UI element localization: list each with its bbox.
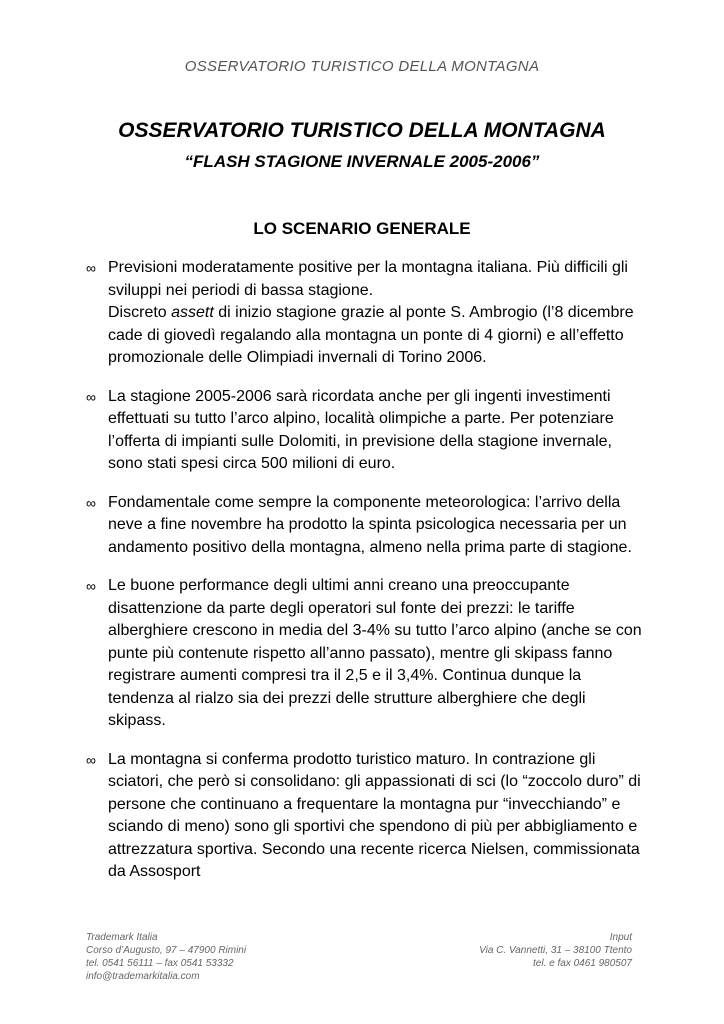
bullet-item (86, 575, 646, 733)
italic-term: assett (171, 304, 214, 321)
bullet-item (86, 386, 646, 476)
footer-email: info@trademarkitalia.com (86, 971, 200, 982)
bullet-item (86, 749, 646, 884)
infinity-bullet-icon: ∞ (86, 388, 96, 405)
bullet-paragraph: La stagione 2005-2006 sarà ricordata anche per gli ingenti investimenti effettuati su tutto l’arco alpino, località olimpiche a parte. Per potenziare l’offerta di impianti sulle Dolomiti, in previsione della stagione invernale, sono stati spesi circa 500 milioni di euro. (108, 387, 614, 472)
document-title: OSSERVATORIO TURISTICO DELLA MONTAGNA (118, 119, 606, 142)
footer-phone: tel. e fax 0461 980507 (533, 958, 632, 969)
footer-left-contact (86, 931, 246, 983)
bullet-text (108, 749, 646, 884)
infinity-bullet-icon: ∞ (86, 578, 96, 594)
bullet-text (108, 492, 646, 560)
infinity-bullet-icon: ∞ (86, 494, 96, 511)
bullet-paragraph: Fondamentale come sempre la componente meteorologica: l’arrivo della neve a fine novembre ha prodotto la spinta psicologica necessaria per un andamento positivo della montagna, almeno nella prima parte di stagione. (108, 493, 632, 556)
footer-address: Corso d’Augusto, 97 – 47900 Rimini (86, 945, 247, 956)
bullet-item (86, 257, 646, 370)
bullet-paragraph: Le buone performance degli ultimi anni creano una preoccupante disattenzione da parte degli operatori sul fonte dei prezzi: le tariffe alberghiere crescono in media del 3-4% su tutto l’arco alpino (anche se con punte più contenute rispetto all’anno passato), mentre gli skipass fanno registrare aumenti compresi tra il 2,5 e il 3,4%. Continua dunque la tendenza al rialzo sia dei prezzi delle strutture alberghiere che degli skipass. (108, 577, 642, 729)
footer-company: Input (609, 932, 632, 943)
text-run: di inizio stagione grazie al ponte S. Ambrogio (l’8 dicembre cade di giovedì regalando alla montagna un ponte di 4 giorni) e all’effetto promozionale delle Olimpiadi invernali di Torino 2006. (108, 304, 634, 366)
text-run: Discreto (108, 304, 172, 321)
footer-phone: tel. 0541 56111 – fax 0541 53332 (86, 958, 234, 969)
bullet-text (108, 386, 646, 476)
footer-right-contact (479, 931, 632, 970)
bullet-paragraph: La montagna si conferma prodotto turistico maturo. In contrazione gli sciatori, che però si consolidano: gli appassionati di sci (lo “zoccolo duro” di persone che continuano a frequentare la montagna pur “invecchiando” e sciando di meno) sono gli sportivi che spendono di più per abbigliamento e attrezzatura sportiva. Secondo una recente ricerca Nielsen, commissionata da Assosport (108, 750, 641, 880)
bullet-paragraph (108, 302, 646, 370)
bullet-paragraph: Previsioni moderatamente positive per la montagna italiana. Più difficili gli sviluppi nei periodi di bassa stagione. (108, 259, 628, 299)
document-subtitle: “FLASH STAGIONE INVERNALE 2005-2006” (184, 152, 540, 171)
bullet-item (86, 492, 646, 560)
bullet-text (108, 575, 646, 733)
bullet-list (86, 257, 646, 900)
section-heading: LO SCENARIO GENERALE (253, 219, 471, 238)
footer-address: Via C. Vannetti, 31 – 38100 Ttento (479, 945, 632, 956)
infinity-bullet-icon: ∞ (86, 260, 96, 276)
infinity-bullet-icon: ∞ (86, 751, 96, 768)
footer-company: Trademark Italia (86, 932, 158, 943)
running-header: OSSERVATORIO TURISTICO DELLA MONTAGNA (184, 58, 540, 75)
bullet-text (108, 257, 646, 370)
